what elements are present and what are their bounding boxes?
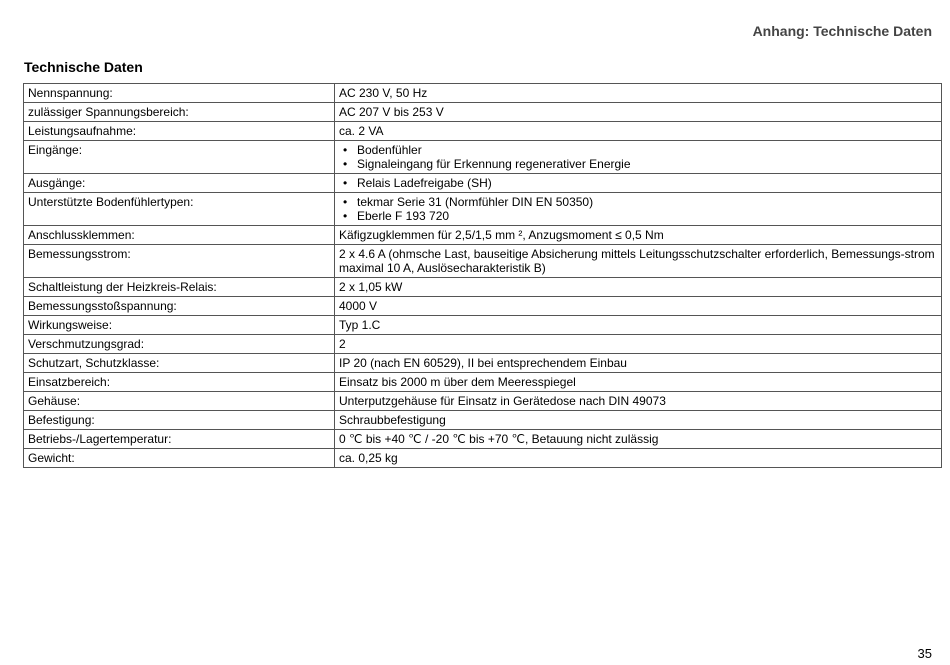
row-label: Befestigung:: [24, 411, 335, 430]
table-row: [24, 297, 942, 316]
table-row: [24, 316, 942, 335]
row-label: Bemessungsstoßspannung:: [24, 297, 335, 316]
row-label: Gewicht:: [24, 449, 335, 468]
table-row: [24, 245, 942, 278]
row-label: Einsatzbereich:: [24, 373, 335, 392]
table-row: [24, 373, 942, 392]
row-value: 2 x 1,05 kW: [335, 278, 942, 297]
row-value: AC 230 V, 50 Hz: [335, 84, 942, 103]
row-label: Bemessungsstrom:: [24, 245, 335, 278]
running-header: Anhang: Technische Daten: [752, 23, 932, 39]
bullet-list: [339, 176, 937, 190]
row-value: Typ 1.C: [335, 316, 942, 335]
row-label: Wirkungsweise:: [24, 316, 335, 335]
table-row: [24, 103, 942, 122]
list-item: • tekmar Serie 31 (Normfühler DIN EN 50350): [339, 195, 937, 209]
table-row: [24, 174, 942, 193]
table-row: [24, 193, 942, 226]
row-label: Schaltleistung der Heizkreis-Relais:: [24, 278, 335, 297]
table-row: [24, 392, 942, 411]
row-label: Ausgänge:: [24, 174, 335, 193]
technical-data-table: [23, 83, 942, 468]
list-item: • Bodenfühler: [339, 143, 937, 157]
table-row: [24, 278, 942, 297]
row-value: Schraubbefestigung: [335, 411, 942, 430]
row-label: Nennspannung:: [24, 84, 335, 103]
table-row: [24, 430, 942, 449]
table-row: [24, 449, 942, 468]
bullet-list: [339, 195, 937, 223]
row-value: Unterputzgehäuse für Einsatz in Gerätedose nach DIN 49073: [335, 392, 942, 411]
table-row: [24, 141, 942, 174]
list-item: • Relais Ladefreigabe (SH): [339, 176, 937, 190]
row-value: 4000 V: [335, 297, 942, 316]
row-value: 2 x 4.6 A (ohmsche Last, bauseitige Absicherung mittels Leitungsschutzschalter erforderlich, Bemessungs-strom maximal 10 A, Auslösecharakteristik B): [335, 245, 942, 278]
row-value: Käfigzugklemmen für 2,5/1,5 mm ², Anzugsmoment ≤ 0,5 Nm: [335, 226, 942, 245]
row-value: 0 ℃ bis +40 ℃ / -20 ℃ bis +70 ℃, Betauung nicht zulässig: [335, 430, 942, 449]
row-value: IP 20 (nach EN 60529), II bei entsprechendem Einbau: [335, 354, 942, 373]
row-label: Anschlussklemmen:: [24, 226, 335, 245]
row-label: Verschmutzungsgrad:: [24, 335, 335, 354]
bullet-list: [339, 143, 937, 171]
row-label: Eingänge:: [24, 141, 335, 174]
table-row: [24, 411, 942, 430]
row-value: [335, 174, 942, 193]
row-label: zulässiger Spannungsbereich:: [24, 103, 335, 122]
table-row: [24, 122, 942, 141]
section-title: Technische Daten: [24, 59, 143, 75]
row-value: 2: [335, 335, 942, 354]
table-row: [24, 354, 942, 373]
page-number: 35: [917, 646, 932, 661]
row-value: ca. 0,25 kg: [335, 449, 942, 468]
row-value: [335, 193, 942, 226]
table-row: [24, 84, 942, 103]
list-item: • Signaleingang für Erkennung regenerativer Energie: [339, 157, 937, 171]
row-label: Leistungsaufnahme:: [24, 122, 335, 141]
row-value: ca. 2 VA: [335, 122, 942, 141]
row-label: Schutzart, Schutzklasse:: [24, 354, 335, 373]
row-value: AC 207 V bis 253 V: [335, 103, 942, 122]
table-row: [24, 226, 942, 245]
row-value: Einsatz bis 2000 m über dem Meeresspiegel: [335, 373, 942, 392]
row-value: [335, 141, 942, 174]
list-item: • Eberle F 193 720: [339, 209, 937, 223]
table-row: [24, 335, 942, 354]
row-label: Unterstützte Bodenfühlertypen:: [24, 193, 335, 226]
row-label: Betriebs-/Lagertemperatur:: [24, 430, 335, 449]
row-label: Gehäuse:: [24, 392, 335, 411]
